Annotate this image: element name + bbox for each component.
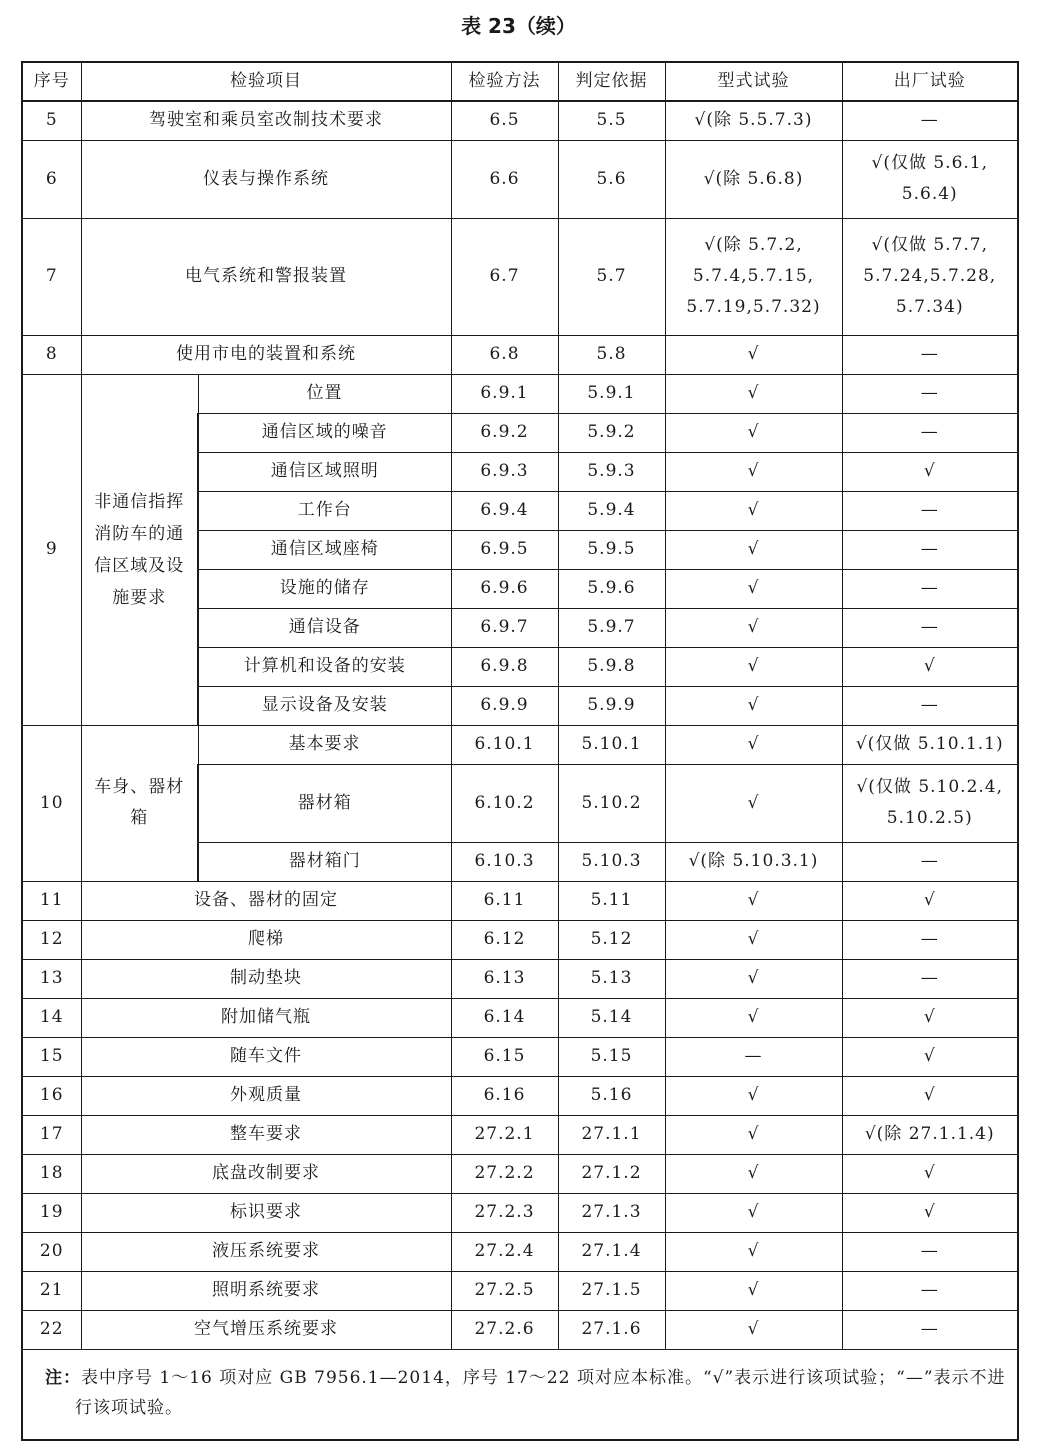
- row-method: 27.2.1: [451, 1115, 558, 1154]
- row-method: 6.16: [451, 1076, 558, 1115]
- row-type-test: √: [665, 530, 842, 569]
- row-item: 工作台: [198, 491, 451, 530]
- row-factory-test: —: [842, 608, 1018, 647]
- category-line: 消防车的通: [94, 523, 185, 544]
- row-type-test: √: [665, 1232, 842, 1271]
- row-factory-test: —: [842, 374, 1018, 413]
- row-item: 位置: [198, 374, 451, 413]
- row-no: 15: [22, 1037, 81, 1076]
- row-item: 设施的储存: [198, 569, 451, 608]
- row-basis: 5.15: [558, 1037, 665, 1076]
- row-item: 通信区域座椅: [198, 530, 451, 569]
- row-type-test: √: [665, 608, 842, 647]
- table-row: [22, 1076, 1018, 1115]
- row-item: 爬梯: [81, 920, 451, 959]
- row-no: 22: [22, 1310, 81, 1349]
- row-no: 14: [22, 998, 81, 1037]
- row-basis: 5.10.1: [558, 725, 665, 764]
- row-factory-test: √(除 27.1.1.4): [842, 1115, 1018, 1154]
- row-no: 17: [22, 1115, 81, 1154]
- row-item: 计算机和设备的安装: [198, 647, 451, 686]
- note-text: 表中序号 1～16 项对应 GB 7956.1—2014，序号 17～22 项对应本标准。“√”表示进行该项试验；“—”表示不进行该项试验。: [75, 1368, 1006, 1418]
- cell-line: 5.7.4,5.7.15,: [692, 266, 815, 286]
- row-basis: 5.10.3: [558, 842, 665, 881]
- row-basis: 5.9.2: [558, 413, 665, 452]
- row-method: 6.9.1: [451, 374, 558, 413]
- row-item: 附加储气瓶: [81, 998, 451, 1037]
- header-row: [22, 62, 1018, 101]
- header-type-test: 型式试验: [665, 62, 842, 101]
- row-type-test: √: [665, 764, 842, 842]
- row-type-test: √: [665, 725, 842, 764]
- row-type-test: √(除 5.10.3.1): [665, 842, 842, 881]
- cell-line: 5.6.4): [901, 184, 958, 204]
- cell-line: √(仅做 5.10.2.4,: [856, 777, 1004, 797]
- row-method: 6.10.1: [451, 725, 558, 764]
- row-method: 6.5: [451, 101, 558, 140]
- row-type-test: [665, 218, 842, 335]
- row-basis: 5.14: [558, 998, 665, 1037]
- row-method: 6.13: [451, 959, 558, 998]
- row-factory-test: [842, 140, 1018, 218]
- row-no: 6: [22, 140, 81, 218]
- row-factory-test: —: [842, 842, 1018, 881]
- row-method: 6.10.2: [451, 764, 558, 842]
- row-factory-test: —: [842, 335, 1018, 374]
- row-method: 6.9.5: [451, 530, 558, 569]
- row-type-test: √: [665, 491, 842, 530]
- row-type-test: √: [665, 374, 842, 413]
- row-item: 仪表与操作系统: [81, 140, 451, 218]
- table-row: [22, 1232, 1018, 1271]
- row-no: 21: [22, 1271, 81, 1310]
- cell-line: 5.7.24,5.7.28,: [863, 266, 997, 286]
- category-line: 信区域及设: [94, 555, 185, 576]
- row-factory-test: —: [842, 1310, 1018, 1349]
- row-type-test: √: [665, 959, 842, 998]
- row-method: 27.2.4: [451, 1232, 558, 1271]
- table-row: [22, 1310, 1018, 1349]
- row-basis: 27.1.4: [558, 1232, 665, 1271]
- row-basis: 5.12: [558, 920, 665, 959]
- row-factory-test: —: [842, 530, 1018, 569]
- table-row: [22, 1154, 1018, 1193]
- row-method: 27.2.6: [451, 1310, 558, 1349]
- row-no: 20: [22, 1232, 81, 1271]
- row-no: 7: [22, 218, 81, 335]
- row-no: 12: [22, 920, 81, 959]
- row-item: 器材箱门: [198, 842, 451, 881]
- row-basis: 5.9.1: [558, 374, 665, 413]
- row-no: 13: [22, 959, 81, 998]
- row-basis: 27.1.5: [558, 1271, 665, 1310]
- row-factory-test: √(仅做 5.10.1.1): [842, 725, 1018, 764]
- table-row: [22, 920, 1018, 959]
- row-basis: 5.9.6: [558, 569, 665, 608]
- table-row: [22, 374, 1018, 413]
- row-type-test: √(除 5.6.8): [665, 140, 842, 218]
- row-factory-test: √: [842, 1154, 1018, 1193]
- table-row: [22, 998, 1018, 1037]
- row-basis: 5.10.2: [558, 764, 665, 842]
- row-type-test: √: [665, 1115, 842, 1154]
- row-factory-test: √: [842, 1037, 1018, 1076]
- row-item: 外观质量: [81, 1076, 451, 1115]
- row-type-test: √: [665, 1310, 842, 1349]
- row-item: 制动垫块: [81, 959, 451, 998]
- row-basis: 5.7: [558, 218, 665, 335]
- row-item: 使用市电的装置和系统: [81, 335, 451, 374]
- row-item: 基本要求: [198, 725, 451, 764]
- row-basis: 5.9.3: [558, 452, 665, 491]
- row-method: 6.12: [451, 920, 558, 959]
- row-type-test: √: [665, 1271, 842, 1310]
- row-type-test: √: [665, 686, 842, 725]
- row-type-test: √: [665, 413, 842, 452]
- row-factory-test: —: [842, 569, 1018, 608]
- row-factory-test: [842, 764, 1018, 842]
- row-method: 27.2.3: [451, 1193, 558, 1232]
- row-basis: 5.5: [558, 101, 665, 140]
- row-basis: 5.13: [558, 959, 665, 998]
- row-type-test: √(除 5.5.7.3): [665, 101, 842, 140]
- row-item: 通信设备: [198, 608, 451, 647]
- row-item: 标识要求: [81, 1193, 451, 1232]
- row-item: 随车文件: [81, 1037, 451, 1076]
- table-title: 表 23（续）: [461, 14, 576, 38]
- row-no: 18: [22, 1154, 81, 1193]
- cell-line: 5.7.34): [895, 297, 964, 317]
- row-factory-test: √: [842, 1076, 1018, 1115]
- table-row: [22, 881, 1018, 920]
- row-factory-test: —: [842, 920, 1018, 959]
- table-row: [22, 959, 1018, 998]
- row-method: 6.15: [451, 1037, 558, 1076]
- row-item: 驾驶室和乘员室改制技术要求: [81, 101, 451, 140]
- row-factory-test: [842, 218, 1018, 335]
- row-type-test: —: [665, 1037, 842, 1076]
- cell-line: √(仅做 5.7.7,: [871, 235, 989, 255]
- row-type-test: √: [665, 1154, 842, 1193]
- row-method: 6.9.2: [451, 413, 558, 452]
- row-item: 通信区域的噪音: [198, 413, 451, 452]
- table-row: [22, 1271, 1018, 1310]
- row-basis: 27.1.1: [558, 1115, 665, 1154]
- row-method: 6.8: [451, 335, 558, 374]
- row-method: 6.9.4: [451, 491, 558, 530]
- table-row: [22, 1193, 1018, 1232]
- cell-line: 5.10.2.5): [886, 808, 973, 828]
- row-no: 19: [22, 1193, 81, 1232]
- row-basis: 5.9.4: [558, 491, 665, 530]
- row-method: 6.7: [451, 218, 558, 335]
- row-basis: 5.8: [558, 335, 665, 374]
- row-type-test: √: [665, 920, 842, 959]
- row-item: 电气系统和警报装置: [81, 218, 451, 335]
- row-factory-test: —: [842, 413, 1018, 452]
- row-method: 6.9.9: [451, 686, 558, 725]
- row-basis: 5.9.5: [558, 530, 665, 569]
- row-item: 整车要求: [81, 1115, 451, 1154]
- row-factory-test: —: [842, 1232, 1018, 1271]
- row-method: 6.10.3: [451, 842, 558, 881]
- table-row: [22, 140, 1018, 218]
- cell-line: √(除 5.7.2,: [704, 235, 803, 255]
- row-item: 液压系统要求: [81, 1232, 451, 1271]
- row-type-test: √: [665, 1193, 842, 1232]
- row-category: [81, 374, 198, 725]
- row-type-test: √: [665, 335, 842, 374]
- row-no: 8: [22, 335, 81, 374]
- row-item: 设备、器材的固定: [81, 881, 451, 920]
- row-no: 16: [22, 1076, 81, 1115]
- row-factory-test: —: [842, 1271, 1018, 1310]
- note-label: 注：: [45, 1368, 81, 1388]
- row-item: 显示设备及安装: [198, 686, 451, 725]
- row-no: 9: [22, 374, 81, 725]
- row-type-test: √: [665, 998, 842, 1037]
- cell-line: 5.7.19,5.7.32): [686, 297, 821, 317]
- row-factory-test: √: [842, 647, 1018, 686]
- table-row: [22, 101, 1018, 140]
- cell-line: √(仅做 5.6.1,: [871, 153, 989, 173]
- row-item: 空气增压系统要求: [81, 1310, 451, 1349]
- row-factory-test: —: [842, 491, 1018, 530]
- row-type-test: √: [665, 452, 842, 491]
- row-item: 照明系统要求: [81, 1271, 451, 1310]
- row-no: 5: [22, 101, 81, 140]
- table-row: [22, 1115, 1018, 1154]
- row-basis: 27.1.3: [558, 1193, 665, 1232]
- row-factory-test: —: [842, 686, 1018, 725]
- header-basis: 判定依据: [558, 62, 665, 101]
- row-item: 器材箱: [198, 764, 451, 842]
- row-method: 6.9.3: [451, 452, 558, 491]
- header-factory-test: 出厂试验: [842, 62, 1018, 101]
- table-row: [22, 1037, 1018, 1076]
- row-no: 11: [22, 881, 81, 920]
- row-basis: 5.9.7: [558, 608, 665, 647]
- row-factory-test: √: [842, 452, 1018, 491]
- row-method: 27.2.2: [451, 1154, 558, 1193]
- row-basis: 27.1.6: [558, 1310, 665, 1349]
- header-no: 序号: [22, 62, 81, 101]
- row-item: 底盘改制要求: [81, 1154, 451, 1193]
- table-row: [22, 218, 1018, 335]
- row-method: 6.6: [451, 140, 558, 218]
- category-line: 施要求: [112, 587, 167, 608]
- inspection-table: [21, 61, 1019, 1441]
- row-factory-test: √: [842, 998, 1018, 1037]
- row-item: 通信区域照明: [198, 452, 451, 491]
- row-basis: 5.6: [558, 140, 665, 218]
- row-method: 6.9.7: [451, 608, 558, 647]
- row-type-test: √: [665, 647, 842, 686]
- row-basis: 5.9.8: [558, 647, 665, 686]
- row-basis: 27.1.2: [558, 1154, 665, 1193]
- row-method: 6.9.6: [451, 569, 558, 608]
- row-no: 10: [22, 725, 81, 881]
- row-method: 27.2.5: [451, 1271, 558, 1310]
- category-line: 非通信指挥: [94, 491, 185, 512]
- row-factory-test: —: [842, 101, 1018, 140]
- row-method: 6.14: [451, 998, 558, 1037]
- table-row: [22, 725, 1018, 764]
- row-basis: 5.9.9: [558, 686, 665, 725]
- row-factory-test: √: [842, 1193, 1018, 1232]
- table-row: [22, 335, 1018, 374]
- table-note: [22, 1349, 1018, 1440]
- row-method: 6.11: [451, 881, 558, 920]
- header-method: 检验方法: [451, 62, 558, 101]
- row-factory-test: —: [842, 959, 1018, 998]
- row-category: 车身、器材箱: [81, 725, 198, 881]
- row-basis: 5.16: [558, 1076, 665, 1115]
- row-factory-test: √: [842, 881, 1018, 920]
- header-item: 检验项目: [81, 62, 451, 101]
- row-type-test: √: [665, 1076, 842, 1115]
- table-note-row: [22, 1349, 1018, 1440]
- row-type-test: √: [665, 881, 842, 920]
- row-method: 6.9.8: [451, 647, 558, 686]
- row-basis: 5.11: [558, 881, 665, 920]
- row-type-test: √: [665, 569, 842, 608]
